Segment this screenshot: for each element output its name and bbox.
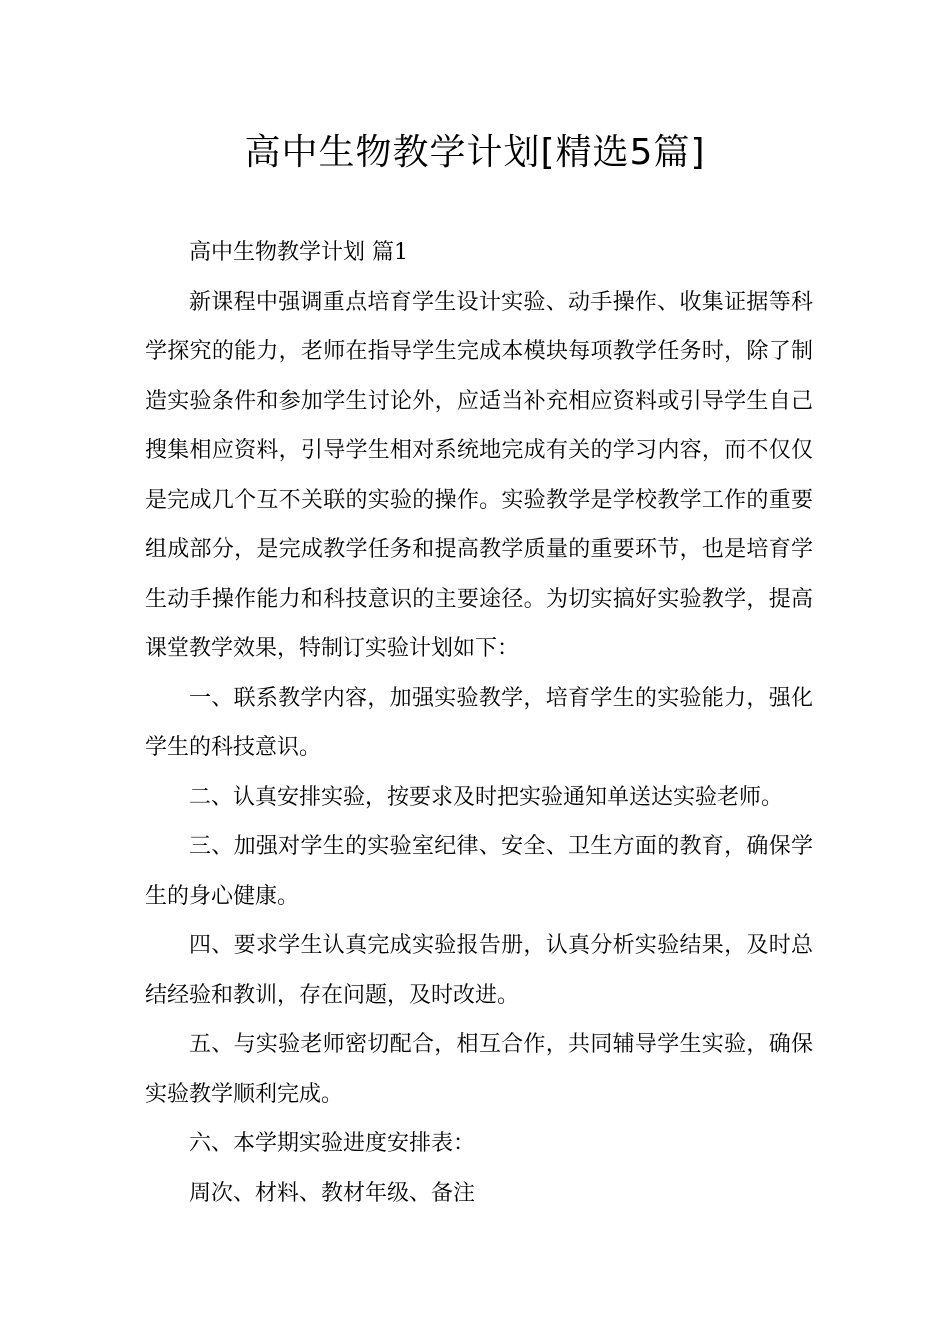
document-body: [145, 228, 813, 1218]
plan-item-2: 二、认真安排实验，按要求及时把实验通知单送达实验老师。: [189, 784, 784, 810]
plan-item-5: 五、与实验老师密切配合，相互合作，共同辅导学生实验，确保实验教学顺利完成。: [145, 1032, 813, 1107]
plan-item-4: 四、要求学生认真完成实验报告册，认真分析实验结果，及时总结经验和教训，存在问题，及时改进。: [145, 933, 813, 1008]
plan-item-1: 一、联系教学内容，加强实验教学，培育学生的实验能力，强化学生的科技意识。: [145, 685, 813, 760]
schedule-columns: 周次、材料、教材年级、备注: [189, 1180, 476, 1206]
section-heading: 高中生物教学计划 篇1: [189, 240, 408, 265]
plan-item-6: 六、本学期实验进度安排表：: [189, 1131, 476, 1156]
intro-paragraph: 新课程中强调重点培育学生设计实验、动手操作、收集证据等科学探究的能力，老师在指导学生完成本模块每项教学任务时，除了制造实验条件和参加学生讨论外，应适当补充相应资料或引导学生自己搜集相应资料，引导学生相对系统地完成有关的学习内容，而不仅仅是完成几个互不关联的实验的操作。实验教学是学校教学工作的重要组成部分，是完成教学任务和提高教学质量的重要环节，也是培育学生动手操作能力和科技意识的主要途径。为切实搞好实验教学，提高课堂教学效果，特制订实验计划如下：: [145, 289, 813, 661]
document-title: 高中生物教学计划[精选5篇]: [244, 132, 706, 173]
plan-item-3: 三、加强对学生的实验室纪律、安全、卫生方面的教育，确保学生的身心健康。: [145, 834, 813, 909]
